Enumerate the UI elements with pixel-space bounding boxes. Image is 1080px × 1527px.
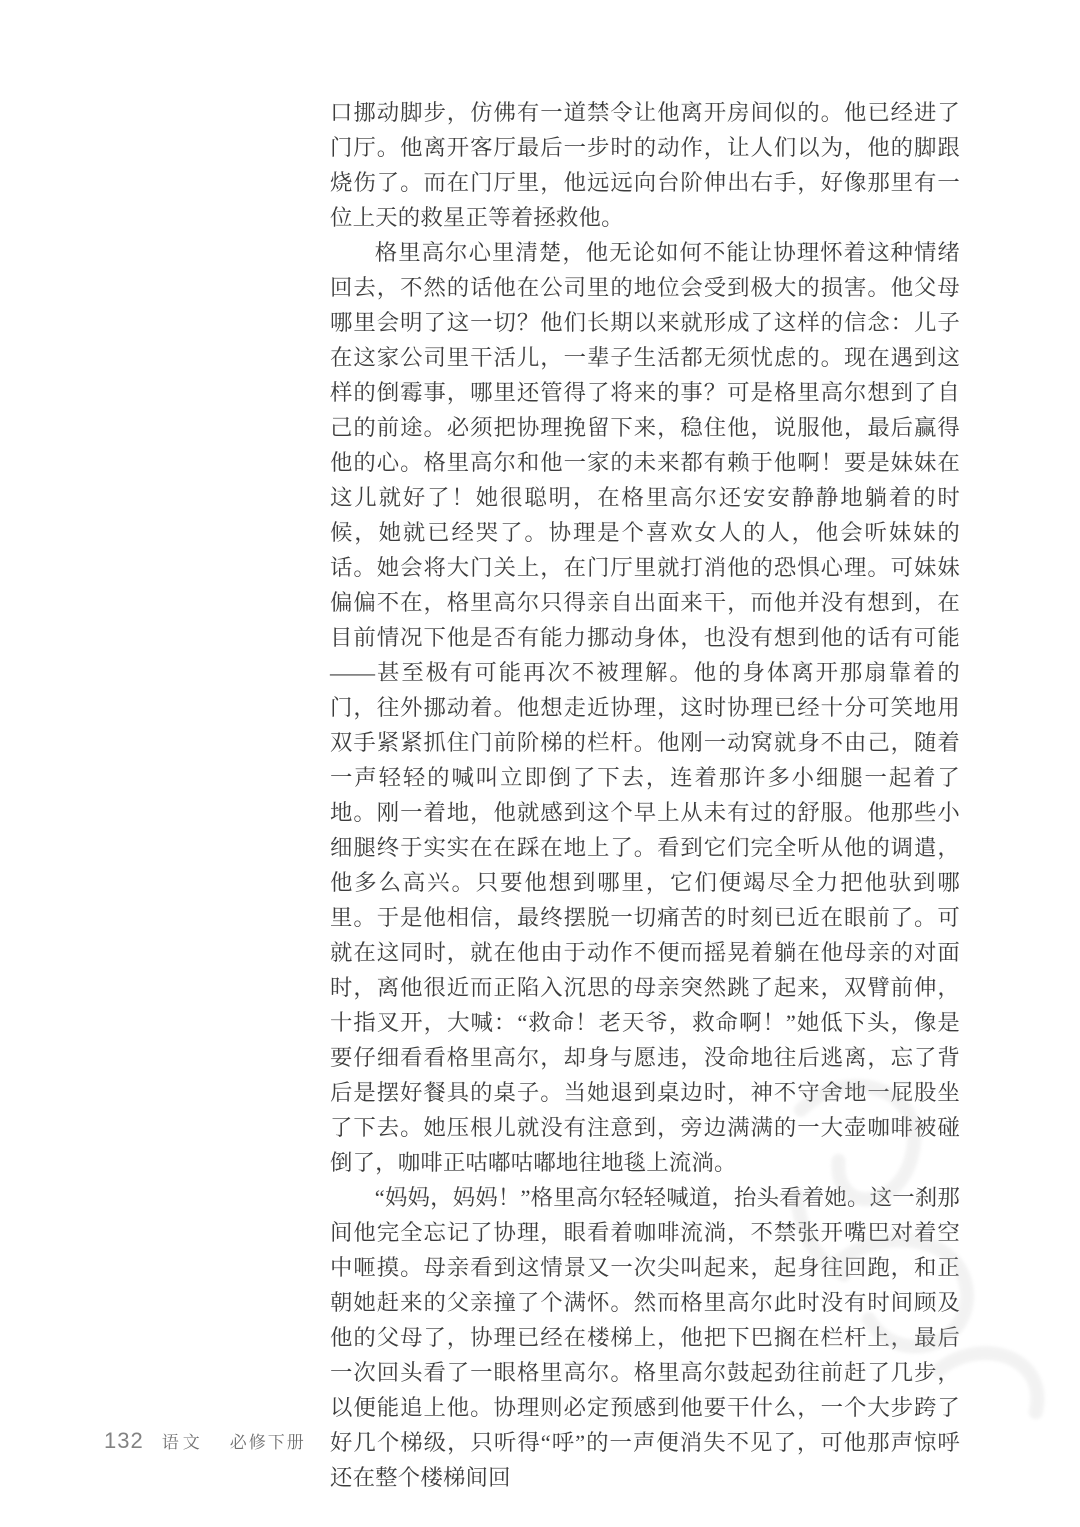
page-number: 132 [104,1428,144,1453]
volume-label: 必修下册 [229,1433,306,1452]
page-footer [104,1428,306,1454]
paragraph: “妈妈，妈妈！”格里高尔轻轻喊道，抬头看着她。这一刹那间他完全忘记了协理，眼看着咖啡流淌，不禁张开嘴巴对着空中咂摸。母亲看到这情景又一次尖叫起来，起身往回跑，和正朝她赶来的父亲撞了个满怀。然而格里高尔此时没有时间顾及他的父母了，协理已经在楼梯上，他把下巴搁在栏杆上，最后一次回头看了一眼格里高尔。格里高尔鼓起劲往前赶了几步，以便能追上他。协理则必定预感到他要干什么，一个大步跨了好几个梯级，只听得“呼”的一声便消失不见了，可他那声惊呼还在整个楼梯间回 [330,1185,960,1490]
body-text-block [330,95,960,1495]
paragraph: 格里高尔心里清楚，他无论如何不能让协理怀着这种情绪回去，不然的话他在公司里的地位会受到极大的损害。他父母哪里会明了这一切？他们长期以来就形成了这样的信念：儿子在这家公司里干活儿，一辈子生活都无须忧虑的。现在遇到这样的倒霉事，哪里还管得了将来的事？可是格里高尔想到了自己的前途。必须把协理挽留下来，稳住他，说服他，最后赢得他的心。格里高尔和他一家的未来都有赖于他啊！要是妹妹在这儿就好了！她很聪明，在格里高尔还安安静静地躺着的时候，她就已经哭了。协理是个喜欢女人的人，他会听妹妹的话。她会将大门关上，在门厅里就打消他的恐惧心理。可妹妹偏偏不在，格里高尔只得亲自出面来干，而他并没有想到，在目前情况下他是否有能力挪动身体，也没有想到他的话有可能——甚至极有可能再次不被理解。他的身体离开那扇靠着的门，往外挪动着。他想走近协理，这时协理已经十分可笑地用双手紧紧抓住门前阶梯的栏杆。他刚一动窝就身不由己，随着一声轻轻的喊叫立即倒了下去，连着那许多小细腿一起着了地。刚一着地，他就感到这个早上从未有过的舒服。他那些小细腿终于实实在在踩在地上了。看到它们完全听从他的调遣，他多么高兴。只要他想到哪里，它们便竭尽全力把他驮到哪里。于是他相信，最终摆脱一切痛苦的时刻已近在眼前了。可就在这同时，就在他由于动作不便而摇晃着躺在他母亲的对面时，离他很近而正陷入沉思的母亲突然跳了起来，双臂前伸，十指叉开，大喊：“救命！老天爷，救命啊！”她低下头，像是要仔细看看格里高尔，却身与愿违，没命地往后逃离，忘了背后是摆好餐具的桌子。当她退到桌边时，神不守舍地一屁股坐了下去。她压根儿就没有注意到，旁边满满的一大壶咖啡被碰倒了，咖啡正咕嘟咕嘟地往地毯上流淌。 [330,240,960,1175]
subject-label: 语文 [161,1433,204,1452]
paragraph-continuation: 口挪动脚步，仿佛有一道禁令让他离开房间似的。他已经进了门厅。他离开客厅最后一步时的动作，让人们以为，他的脚跟烧伤了。而在门厅里，他远远向台阶伸出右手，好像那里有一位上天的救星正等着拯救他。 [330,100,960,230]
